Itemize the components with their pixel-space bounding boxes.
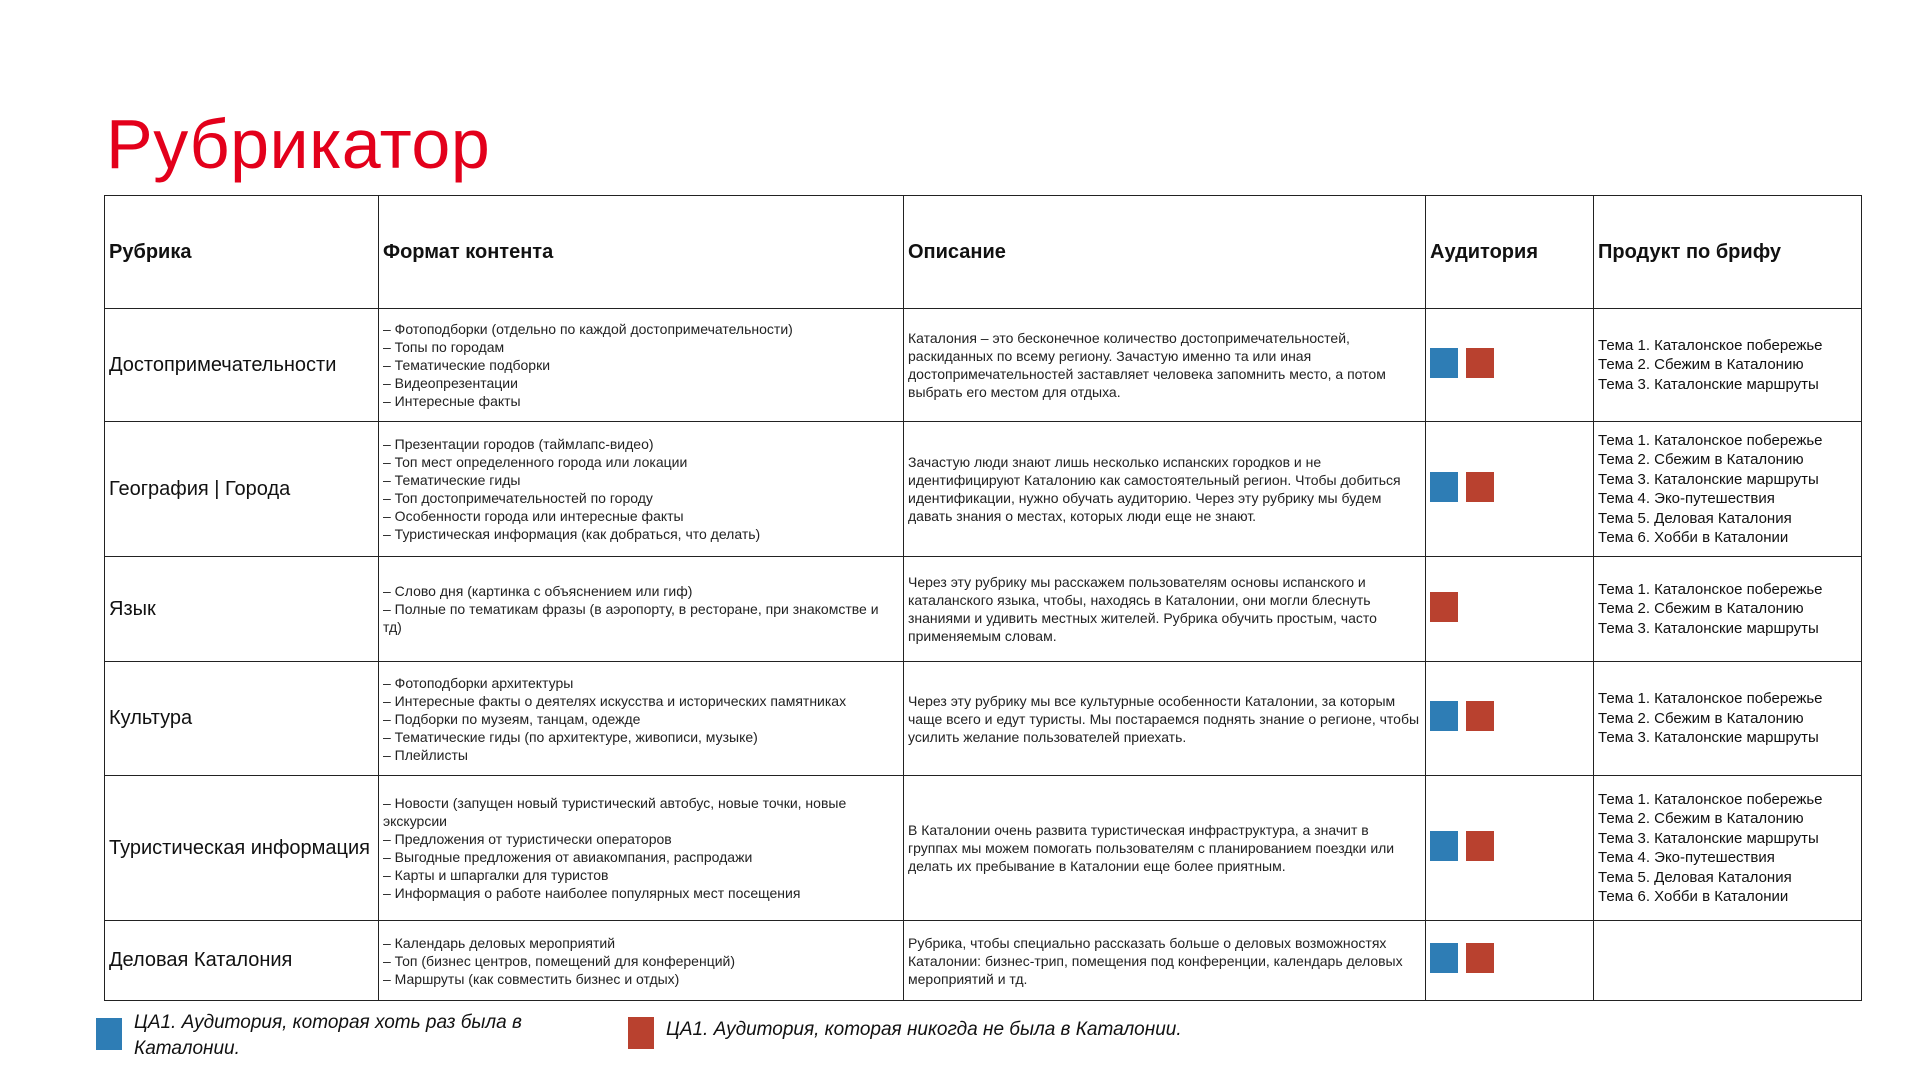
product-item: Тема 3. Каталонские маршруты bbox=[1598, 470, 1819, 488]
product-item: Тема 2. Сбежим в Каталонию bbox=[1598, 810, 1804, 827]
rubric-name: Культура bbox=[105, 662, 379, 776]
blue-audience-square-icon bbox=[1430, 943, 1458, 973]
red-audience-square-icon bbox=[1466, 472, 1494, 502]
legend-text: ЦА1. Аудитория, которая хоть раз была в Каталонии. bbox=[134, 1012, 522, 1059]
product-item: Тема 3. Каталонские маршруты bbox=[1598, 729, 1819, 747]
product-item: Тема 5. Деловая Каталония bbox=[1598, 509, 1792, 527]
format-item: – Слово дня (картинка с объяснением или гиф) bbox=[383, 583, 693, 599]
format-item: – Топ мест определенного города или локации bbox=[383, 454, 688, 470]
red-audience-square-icon bbox=[1466, 831, 1494, 861]
header-audience: Аудитория bbox=[1426, 196, 1594, 309]
product-cell bbox=[1594, 921, 1862, 1001]
format-item: – Туристическая информация (как добраться, что делать) bbox=[383, 526, 761, 542]
audience-cell bbox=[1426, 662, 1594, 776]
table-row bbox=[105, 776, 1862, 921]
content-format-cell bbox=[379, 662, 904, 776]
product-item: Тема 1. Каталонское побережье bbox=[1598, 431, 1823, 449]
product-item: Тема 3. Каталонские маршруты bbox=[1598, 375, 1819, 393]
red-audience-square-icon bbox=[1466, 348, 1494, 378]
product-item: Тема 3. Каталонские маршруты bbox=[1598, 829, 1819, 847]
product-item: Тема 5. Деловая Каталония bbox=[1598, 868, 1792, 886]
product-item: Тема 4. Эко-путешествия bbox=[1598, 849, 1775, 866]
table-row bbox=[105, 662, 1862, 776]
rubricator-table bbox=[104, 195, 1862, 1001]
description-cell: В Каталонии очень развита туристическая инфраструктура, а значит в группах мы можем помогать пользователям с планированием поездки или делать их пребывание в Каталонии еще более приятным. bbox=[904, 776, 1426, 921]
rubric-name: Язык bbox=[105, 557, 379, 662]
format-item: – Полные по тематикам фразы (в аэропорту, в ресторане, при знакомстве и тд) bbox=[383, 601, 879, 635]
red-audience-square-icon bbox=[1430, 592, 1458, 622]
format-item: – Новости (запущен новый туристический автобус, новые точки, новые экскурсии bbox=[383, 795, 847, 829]
rubric-name: Достопримечательности bbox=[105, 309, 379, 422]
blue-audience-square-icon bbox=[1430, 831, 1458, 861]
product-item: Тема 2. Сбежим в Каталонию bbox=[1598, 709, 1804, 727]
rubric-name: География | Города bbox=[105, 422, 379, 557]
product-cell bbox=[1594, 776, 1862, 921]
product-item: Тема 2. Сбежим в Каталонию bbox=[1598, 600, 1804, 618]
format-item: – Маршруты (как совместить бизнес и отдых) bbox=[383, 970, 680, 987]
format-item: – Предложения от туристически операторов bbox=[383, 831, 672, 847]
rubric-name: Туристическая информация bbox=[105, 776, 379, 921]
format-item: – Плейлисты bbox=[383, 746, 468, 763]
format-item: – Календарь деловых мероприятий bbox=[383, 934, 616, 951]
format-item: – Тематические подборки bbox=[383, 357, 551, 373]
content-format-cell bbox=[379, 921, 904, 1001]
header-format: Формат контента bbox=[379, 196, 904, 309]
product-item: Тема 6. Хобби в Каталонии bbox=[1598, 888, 1789, 905]
rubric-name: Деловая Каталония bbox=[105, 921, 379, 1001]
page-title: Рубрикатор bbox=[106, 105, 491, 183]
product-item: Тема 1. Каталонское побережье bbox=[1598, 690, 1823, 708]
format-item: – Топы по городам bbox=[383, 339, 505, 355]
format-item: – Особенности города или интересные факты bbox=[383, 508, 684, 524]
table-row bbox=[105, 422, 1862, 557]
format-item: – Топ достопримечательностей по городу bbox=[383, 490, 653, 506]
product-item: Тема 2. Сбежим в Каталонию bbox=[1598, 356, 1804, 374]
product-item: Тема 4. Эко-путешествия bbox=[1598, 490, 1775, 507]
audience-cell bbox=[1426, 422, 1594, 557]
content-format-cell bbox=[379, 557, 904, 662]
legend-item-blue bbox=[96, 1010, 576, 1062]
blue-audience-square-icon bbox=[1430, 472, 1458, 502]
description-cell: Через эту рубрику мы расскажем пользователям основы испанского и каталанского языка, чтобы, находясь в Каталонии, они могли блеснуть знаниями и удивить местных жителей. Рубрика обучить простым, часто применяемым словам. bbox=[904, 557, 1426, 662]
format-item: – Фотоподборки архитектуры bbox=[383, 674, 574, 691]
header-description: Описание bbox=[904, 196, 1426, 309]
content-format-cell bbox=[379, 309, 904, 422]
format-item: – Топ (бизнес центров, помещений для конференций) bbox=[383, 952, 736, 969]
format-item: – Презентации городов (таймлапс-видео) bbox=[383, 436, 654, 452]
audience-cell bbox=[1426, 921, 1594, 1001]
format-item: – Фотоподборки (отдельно по каждой достопримечательности) bbox=[383, 321, 793, 337]
red-square-icon bbox=[628, 1017, 654, 1049]
format-item: – Информация о работе наиболее популярных мест посещения bbox=[383, 885, 801, 901]
product-item: Тема 2. Сбежим в Каталонию bbox=[1598, 451, 1804, 468]
table-header-row bbox=[105, 196, 1862, 309]
legend-item-red bbox=[628, 1017, 1328, 1043]
header-product: Продукт по брифу bbox=[1594, 196, 1862, 309]
product-item: Тема 1. Каталонское побережье bbox=[1598, 336, 1823, 354]
description-cell: Зачастую люди знают лишь несколько испанских городков и не идентифицируют Каталонию как самостоятельный регион. Чтобы добиться идентификации, нужно обучать аудиторию. Через эту рубрику мы будем давать знания о местах, которых люди еще не знают. bbox=[904, 422, 1426, 557]
table-row bbox=[105, 309, 1862, 422]
blue-audience-square-icon bbox=[1430, 348, 1458, 378]
content-format-cell bbox=[379, 776, 904, 921]
product-item: Тема 1. Каталонское побережье bbox=[1598, 790, 1823, 808]
format-item: – Карты и шпаргалки для туристов bbox=[383, 867, 609, 883]
table-row bbox=[105, 557, 1862, 662]
product-item: Тема 3. Каталонские маршруты bbox=[1598, 619, 1819, 637]
format-item: – Тематические гиды (по архитектуре, живописи, музыке) bbox=[383, 728, 758, 745]
description-cell: Рубрика, чтобы специально рассказать больше о деловых возможностях Каталонии: бизнес-трип, помещения под конференции, календарь деловых мероприятий и тд. bbox=[904, 921, 1426, 1001]
header-rubric: Рубрика bbox=[105, 196, 379, 309]
blue-square-icon bbox=[96, 1018, 122, 1050]
red-audience-square-icon bbox=[1466, 701, 1494, 731]
audience-cell bbox=[1426, 557, 1594, 662]
product-cell bbox=[1594, 662, 1862, 776]
format-item: – Видеопрезентации bbox=[383, 375, 518, 391]
format-item: – Выгодные предложения от авиакомпания, распродажи bbox=[383, 849, 753, 865]
description-cell: Каталония – это бесконечное количество достопримечательностей, раскиданных по всему региону. Зачастую именно та или иная достопримечательностей заставляет человека запомнить место, а потом выбрать его местом для отдыха. bbox=[904, 309, 1426, 422]
red-audience-square-icon bbox=[1466, 943, 1494, 973]
format-item: – Подборки по музеям, танцам, одежде bbox=[383, 710, 641, 727]
table-row bbox=[105, 921, 1862, 1001]
product-item: Тема 6. Хобби в Каталонии bbox=[1598, 529, 1789, 546]
product-cell bbox=[1594, 309, 1862, 422]
product-cell bbox=[1594, 557, 1862, 662]
product-cell bbox=[1594, 422, 1862, 557]
legend-text: ЦА1. Аудитория, которая никогда не была в Каталонии. bbox=[666, 1019, 1182, 1040]
content-format-cell bbox=[379, 422, 904, 557]
description-cell: Через эту рубрику мы все культурные особенности Каталонии, за которым чаще всего и едут туристы. Мы постараемся поднять знание о регионе, чтобы усилить желание пользователей приехать. bbox=[904, 662, 1426, 776]
product-item: Тема 1. Каталонское побережье bbox=[1598, 580, 1823, 598]
format-item: – Интересные факты bbox=[383, 393, 521, 409]
blue-audience-square-icon bbox=[1430, 701, 1458, 731]
format-item: – Интересные факты о деятелях искусства и исторических памятниках bbox=[383, 692, 847, 709]
audience-cell bbox=[1426, 776, 1594, 921]
audience-cell bbox=[1426, 309, 1594, 422]
format-item: – Тематические гиды bbox=[383, 472, 521, 488]
